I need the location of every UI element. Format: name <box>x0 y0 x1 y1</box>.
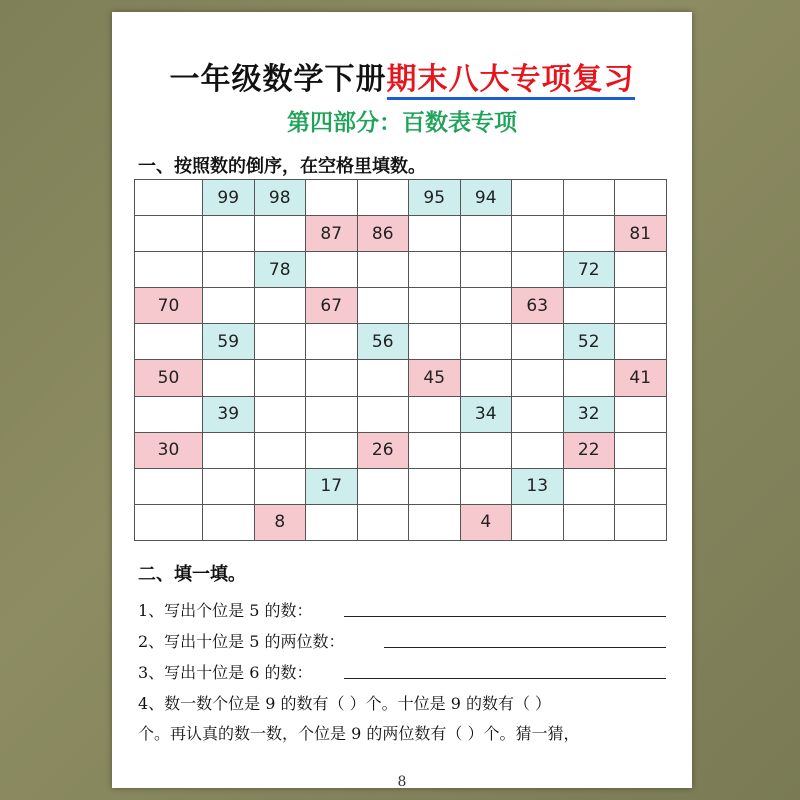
grid-cell-given: 8 <box>254 504 306 540</box>
grid-cell-blank[interactable] <box>254 360 306 396</box>
grid-cell-blank[interactable] <box>460 252 512 288</box>
grid-row <box>135 396 667 432</box>
grid-row <box>135 432 667 468</box>
question-1: 1、写出个位是 5 的数： <box>138 601 313 620</box>
grid-cell-blank[interactable] <box>460 216 512 252</box>
grid-cell-blank[interactable] <box>512 396 564 432</box>
grid-cell-blank[interactable] <box>254 288 306 324</box>
grid-cell-given: 17 <box>306 468 358 504</box>
page-subtitle: 第四部分：百数表专项 <box>287 110 517 136</box>
grid-cell-given: 81 <box>615 216 667 252</box>
grid-cell-blank[interactable] <box>306 504 358 540</box>
worksheet-page <box>112 12 692 788</box>
section1-heading: 一、按照数的倒序，在空格里填数。 <box>138 156 426 177</box>
grid-cell-given: 32 <box>563 396 615 432</box>
grid-cell-blank[interactable] <box>409 504 461 540</box>
grid-cell-blank[interactable] <box>357 504 409 540</box>
page-number: 8 <box>397 774 407 790</box>
grid-row <box>135 180 667 216</box>
grid-cell-given: 34 <box>460 396 512 432</box>
grid-cell-blank[interactable] <box>306 360 358 396</box>
grid-cell-blank[interactable] <box>563 360 615 396</box>
grid-cell-blank[interactable] <box>254 432 306 468</box>
grid-cell-given: 70 <box>135 288 203 324</box>
grid-cell-blank[interactable] <box>615 396 667 432</box>
grid-cell-blank[interactable] <box>460 360 512 396</box>
grid-cell-given: 63 <box>512 288 564 324</box>
grid-row <box>135 468 667 504</box>
grid-cell-blank[interactable] <box>615 324 667 360</box>
grid-cell-blank[interactable] <box>203 468 255 504</box>
grid-cell-blank[interactable] <box>409 468 461 504</box>
grid-cell-blank[interactable] <box>512 180 564 216</box>
grid-cell-given: 4 <box>460 504 512 540</box>
grid-cell-blank[interactable] <box>203 432 255 468</box>
grid-cell-given: 59 <box>203 324 255 360</box>
grid-cell-given: 99 <box>203 180 255 216</box>
grid-row <box>135 324 667 360</box>
grid-row <box>135 288 667 324</box>
grid-cell-blank[interactable] <box>460 288 512 324</box>
answer-line-2[interactable] <box>384 647 666 648</box>
grid-cell-given: 39 <box>203 396 255 432</box>
grid-cell-given: 87 <box>306 216 358 252</box>
grid-cell-blank[interactable] <box>135 252 203 288</box>
grid-cell-blank[interactable] <box>357 252 409 288</box>
grid-cell-blank[interactable] <box>203 360 255 396</box>
grid-row <box>135 360 667 396</box>
grid-cell-given: 94 <box>460 180 512 216</box>
grid-cell-given: 86 <box>357 216 409 252</box>
grid-cell-blank[interactable] <box>357 396 409 432</box>
grid-cell-blank[interactable] <box>409 252 461 288</box>
grid-cell-given: 67 <box>306 288 358 324</box>
grid-cell-blank[interactable] <box>512 504 564 540</box>
grid-cell-blank[interactable] <box>135 180 203 216</box>
grid-cell-blank[interactable] <box>254 324 306 360</box>
grid-cell-blank[interactable] <box>512 252 564 288</box>
grid-cell-blank[interactable] <box>135 504 203 540</box>
grid-cell-blank[interactable] <box>563 288 615 324</box>
grid-cell-blank[interactable] <box>254 216 306 252</box>
title-red: 期末八大专项复习 <box>387 62 635 100</box>
grid-cell-blank[interactable] <box>409 216 461 252</box>
grid-cell-given: 45 <box>409 360 461 396</box>
grid-cell-blank[interactable] <box>254 396 306 432</box>
grid-cell-blank[interactable] <box>512 432 564 468</box>
grid-cell-blank[interactable] <box>512 360 564 396</box>
answer-line-1[interactable] <box>344 616 666 617</box>
grid-cell-blank[interactable] <box>254 468 306 504</box>
question-2: 2、写出十位是 5 的两位数： <box>138 632 345 651</box>
grid-cell-given: 41 <box>615 360 667 396</box>
grid-cell-blank[interactable] <box>306 180 358 216</box>
grid-cell-blank[interactable] <box>135 468 203 504</box>
grid-cell-blank[interactable] <box>409 324 461 360</box>
grid-cell-blank[interactable] <box>306 252 358 288</box>
grid-cell-blank[interactable] <box>615 432 667 468</box>
grid-cell-blank[interactable] <box>615 468 667 504</box>
grid-cell-blank[interactable] <box>460 324 512 360</box>
grid-row <box>135 216 667 252</box>
page-title <box>112 54 692 98</box>
grid-cell-given: 95 <box>409 180 461 216</box>
grid-cell-blank[interactable] <box>563 180 615 216</box>
grid-cell-blank[interactable] <box>357 360 409 396</box>
grid-cell-given: 22 <box>563 432 615 468</box>
grid-cell-blank[interactable] <box>460 432 512 468</box>
grid-cell-blank[interactable] <box>135 216 203 252</box>
grid-cell-blank[interactable] <box>203 288 255 324</box>
grid-cell-given: 30 <box>135 432 203 468</box>
grid-cell-given: 13 <box>512 468 564 504</box>
grid-cell-blank[interactable] <box>460 468 512 504</box>
grid-cell-blank[interactable] <box>615 180 667 216</box>
grid-cell-blank[interactable] <box>357 288 409 324</box>
grid-cell-blank[interactable] <box>563 216 615 252</box>
grid-cell-given: 26 <box>357 432 409 468</box>
grid-row <box>135 252 667 288</box>
grid-cell-given: 50 <box>135 360 203 396</box>
answer-line-3[interactable] <box>344 678 666 679</box>
grid-cell-blank[interactable] <box>203 504 255 540</box>
grid-cell-blank[interactable] <box>563 468 615 504</box>
grid-cell-blank[interactable] <box>306 396 358 432</box>
grid-cell-blank[interactable] <box>512 324 564 360</box>
grid-cell-blank[interactable] <box>357 468 409 504</box>
grid-cell-blank[interactable] <box>563 504 615 540</box>
grid-cell-blank[interactable] <box>135 324 203 360</box>
grid-cell-blank[interactable] <box>615 252 667 288</box>
section2-heading: 二、填一填。 <box>138 564 246 585</box>
hundred-chart-grid <box>134 179 667 541</box>
grid-cell-blank[interactable] <box>357 180 409 216</box>
grid-cell-blank[interactable] <box>615 288 667 324</box>
grid-cell-blank[interactable] <box>203 216 255 252</box>
question-3: 3、写出十位是 6 的数： <box>138 663 313 682</box>
grid-cell-blank[interactable] <box>409 288 461 324</box>
grid-cell-blank[interactable] <box>409 432 461 468</box>
grid-cell-given: 52 <box>563 324 615 360</box>
grid-cell-blank[interactable] <box>512 216 564 252</box>
grid-row <box>135 504 667 540</box>
grid-cell-blank[interactable] <box>615 504 667 540</box>
question-4-line2: 个。再认真的数一数，个位是 9 的两位数有（ ）个。猜一猜， <box>138 724 580 743</box>
grid-cell-blank[interactable] <box>306 432 358 468</box>
grid-cell-given: 78 <box>254 252 306 288</box>
grid-cell-given: 72 <box>563 252 615 288</box>
grid-cell-blank[interactable] <box>135 396 203 432</box>
grid-cell-blank[interactable] <box>203 252 255 288</box>
grid-cell-blank[interactable] <box>409 396 461 432</box>
grid-cell-given: 98 <box>254 180 306 216</box>
title-black: 一年级数学下册 <box>169 62 387 97</box>
question-4-line1: 4、数一数个位是 9 的数有（ ）个。十位是 9 的数有（ ） <box>138 694 552 713</box>
grid-cell-blank[interactable] <box>306 324 358 360</box>
grid-cell-given: 56 <box>357 324 409 360</box>
